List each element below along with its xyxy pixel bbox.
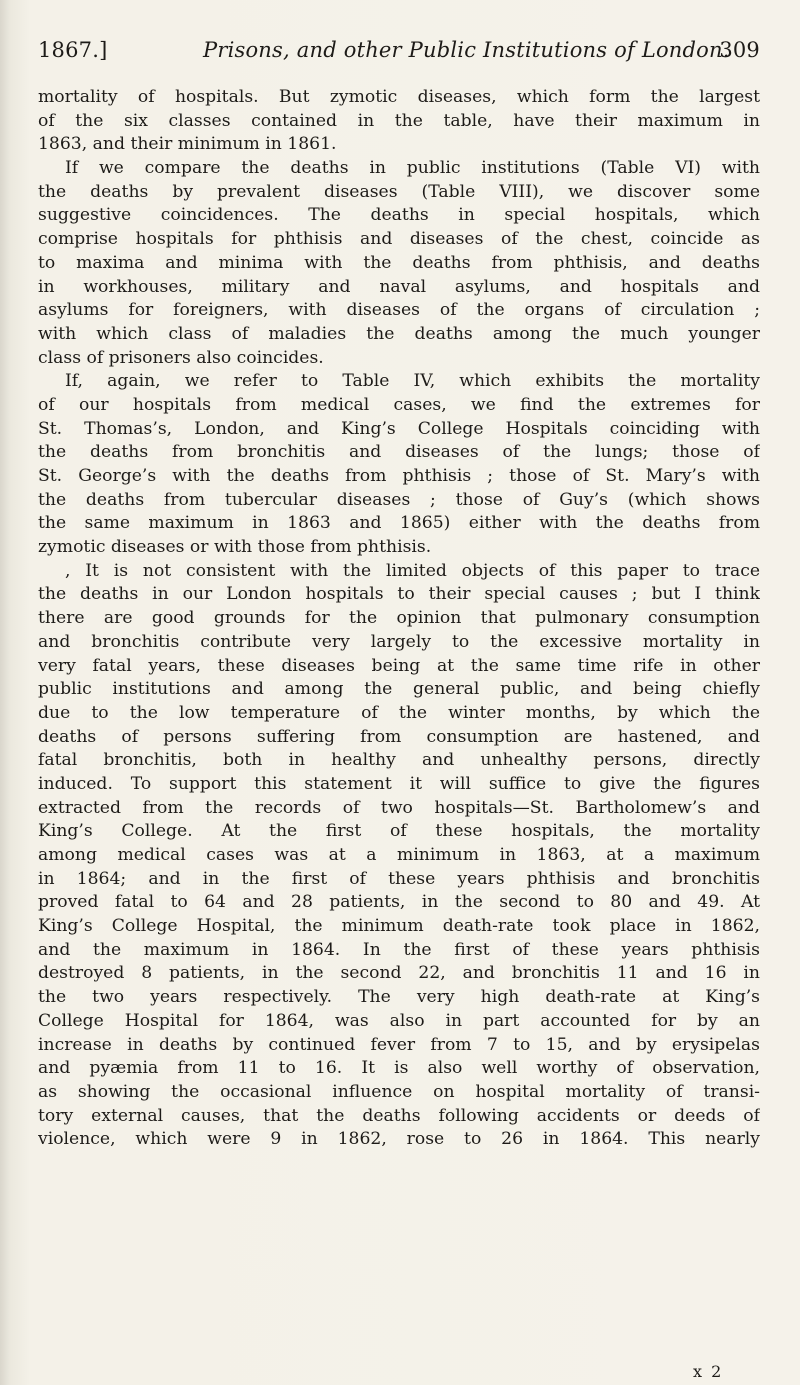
text-line: to maxima and minima with the deaths from phthisis, and deaths [38, 252, 760, 273]
text-line: the deaths by prevalent diseases (Table VIII), we discover some [38, 181, 760, 202]
text-line: and the maximum in 1864. In the first of these years phthisis [38, 939, 760, 960]
text-line: St. Thomas’s, London, and King’s College Hospitals coinciding with [38, 418, 760, 439]
text-line: very fatal years, these diseases being at the same time rife in other [38, 655, 760, 676]
running-head [38, 38, 760, 68]
text-line: proved fatal to 64 and 28 patients, in the second to 80 and 49. At [38, 892, 760, 913]
text-line: class of prisoners also coincides. [38, 347, 324, 368]
text-line: public institutions and among the general public, and being chiefly [38, 679, 760, 700]
text-line: with which class of maladies the deaths among the much younger [38, 323, 760, 344]
text-line: destroyed 8 patients, in the second 22, and bronchitis 11 and 16 in [38, 963, 760, 984]
text-line: increase in deaths by continued fever from 7 to 15, and by erysipelas [38, 1034, 760, 1055]
text-line: If we compare the deaths in public institutions (Table VI) with [65, 158, 760, 179]
text-line: zymotic diseases or with those from phthisis. [38, 537, 432, 558]
text-line: in 1864; and in the first of these years phthisis and bronchitis [38, 868, 760, 889]
text-line: among medical cases was at a minimum in 1863, at a maximum [38, 845, 760, 865]
text-line: suggestive coincidences. The deaths in special hospitals, which [38, 205, 760, 226]
text-line: tory external causes, that the deaths following accidents or deeds of [38, 1105, 760, 1126]
text-line: in workhouses, military and naval asylums, and hospitals and [38, 276, 760, 297]
body-text [38, 86, 760, 1152]
text-line: mortality of hospitals. But zymotic diseases, which form the largest [38, 87, 760, 107]
text-line: of our hospitals from medical cases, we find the extremes for [38, 394, 760, 415]
header-year: 1867.] [38, 38, 108, 62]
text-line: College Hospital for 1864, was also in part accounted for by an [38, 1010, 760, 1031]
text-line: fatal bronchitis, both in healthy and unhealthy persons, directly [38, 750, 760, 771]
signature-mark: x 2 [693, 1362, 724, 1381]
text-line: induced. To support this statement it will suffice to give the figures [38, 773, 760, 794]
text-line: King’s College Hospital, the minimum death-rate took place in 1862, [38, 916, 760, 937]
header-title: Prisons, and other Public Institutions of London. [203, 38, 730, 62]
text-line: extracted from the records of two hospitals—St. Bartholomew’s and [38, 797, 760, 818]
text-line: of the six classes contained in the table, have their maximum in [38, 110, 760, 131]
text-line: due to the low temperature of the winter months, by which the [38, 702, 760, 723]
text-line: If, again, we refer to Table IV, which exhibits the mortality [65, 371, 760, 392]
text-line: there are good grounds for the opinion that pulmonary consumption [38, 608, 760, 629]
text-line: and pyæmia from 11 to 16. It is also well worthy of observation, [38, 1058, 760, 1079]
text-line: King’s College. At the first of these hospitals, the mortality [38, 821, 760, 842]
text-line: asylums for foreigners, with diseases of the organs of circulation ; [38, 300, 760, 321]
text-line: the same maximum in 1863 and 1865) either with the deaths from [38, 513, 760, 534]
page-number: 309 [719, 38, 760, 62]
text-line: violence, which were 9 in 1862, rose to 26 in 1864. This nearly [38, 1129, 760, 1150]
text-line: , It is not consistent with the limited objects of this paper to trace [65, 560, 760, 581]
text-line: the two years respectively. The very high death-rate at King’s [38, 987, 760, 1008]
text-line: the deaths in our London hospitals to their special causes ; but I think [38, 584, 760, 605]
text-line: as showing the occasional influence on hospital mortality of transi- [38, 1081, 760, 1102]
text-line: the deaths from bronchitis and diseases of the lungs; those of [38, 442, 760, 463]
text-line: 1863, and their minimum in 1861. [38, 134, 337, 155]
text-line: and bronchitis contribute very largely to the excessive mortality in [38, 631, 760, 652]
text-line: deaths of persons suffering from consumption are hastened, and [38, 726, 760, 747]
text-line: the deaths from tubercular diseases ; those of Guy’s (which shows [38, 489, 760, 510]
text-line: comprise hospitals for phthisis and diseases of the chest, coincide as [38, 229, 760, 250]
text-line: St. George’s with the deaths from phthisis ; those of St. Mary’s with [38, 466, 760, 486]
